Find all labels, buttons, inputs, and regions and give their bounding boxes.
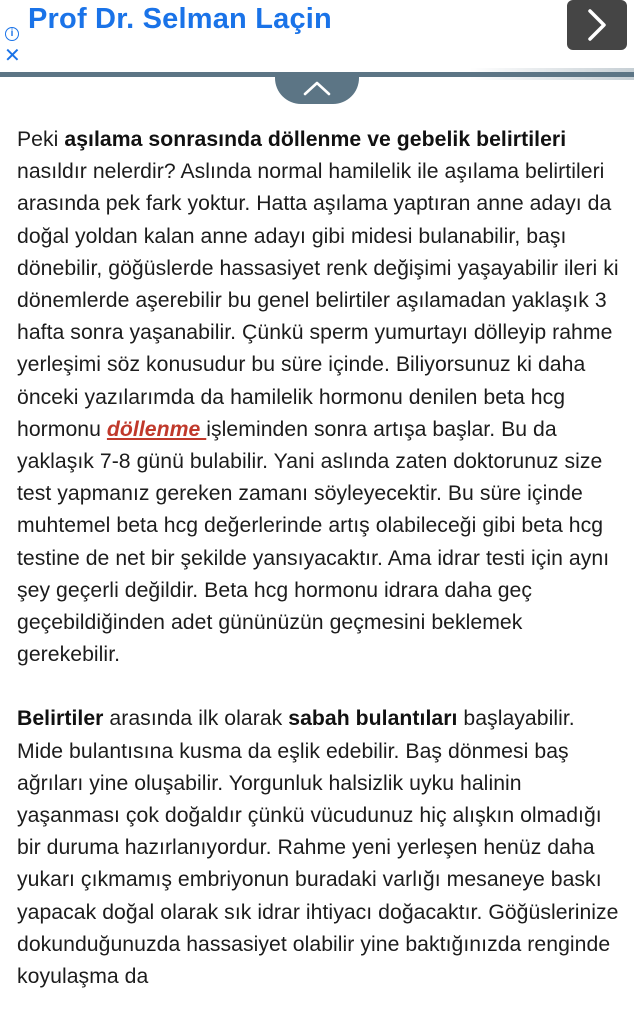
text-run: nasıldır nelerdir? Aslında normal hamilelik ile aşılama belirtileri arasında pek fark yoktur. Hatta aşılama yaptıran anne adayı da doğal yoldan kalan anne adayı gibi midesi bulanabilir, başı dönebilir, göğüslerde hassasiyet renk değişimi yaşayabilir ileri ki dönemlerde aşerebilir bu genel belirtiler aşılamadan yaklaşık 3 hafta sonra yaşanabilir. Çünkü sperm yumurtayı dölleyip rahme yerleşimi söz konusudur bu süre içinde. Biliyorsunuz ki daha önceki yazılarımda da hamilelik hormonu denilen beta hcg hormonu bbox=[17, 160, 619, 441]
collapse-ad-tab[interactable] bbox=[275, 74, 359, 104]
text-run: işleminden sonra artışa başlar. Bu da yaklaşık 7-8 günü bulabilir. Yani aslında zaten doktorunuz size test yapmanız gereken zamanı söyleyecektir. Bu süre içinde muhtemel beta hcg değerlerinde artış olabileceği gibi beta hcg testine de net bir şekilde yansıyacaktır. Ama idrar testi için aynı şey geçerli değildir. Beta hcg hormonu idrara daha geç geçebildiğinden adet gününüzün geçmesini beklemek gerekebilir. bbox=[17, 417, 610, 667]
text-run: başlayabilir. Mide bulantısına kusma da eşlik edebilir. Baş dönmesi baş ağrıları yine oluşabilir. Yorgunluk halsizlik uyku halinin yaşanması çok doğaldır çünkü vücudunuz hiç alışkın olmadığı bir duruma hazırlanıyordur. Rahme yeni yerleşen henüz daha yukarı çıkmamış embriyonun buradaki varlığı mesaneye baskı yapacak doğal olarak sık idrar ihtiyacı doğacaktır. Göğüslerinize dokunduğunuzda hassasiyet olabilir yine baktığınızda renginde koyulaşma da bbox=[17, 707, 619, 989]
ad-arrow-button[interactable] bbox=[567, 0, 627, 50]
text-run: arasında ilk olarak bbox=[103, 707, 289, 731]
info-icon[interactable]: i bbox=[5, 27, 19, 41]
bold-phrase: aşılama sonrasında döllenme ve gebelik belirtileri bbox=[64, 128, 567, 151]
text-run: Peki bbox=[17, 128, 65, 151]
article-paragraph bbox=[17, 703, 621, 993]
bold-phrase: sabah bulantıları bbox=[288, 707, 458, 731]
chevron-up-icon bbox=[303, 79, 331, 97]
dollenme-link[interactable]: döllenme bbox=[106, 417, 207, 441]
ad-banner[interactable] bbox=[0, 0, 634, 72]
ad-title[interactable]: Prof Dr. Selman Laçin bbox=[28, 3, 332, 35]
close-icon[interactable]: ✕ bbox=[4, 45, 21, 67]
article-body bbox=[17, 124, 621, 993]
article-paragraph bbox=[17, 124, 621, 671]
bold-phrase: Belirtiler bbox=[17, 707, 104, 731]
chevron-right-icon bbox=[585, 8, 609, 42]
